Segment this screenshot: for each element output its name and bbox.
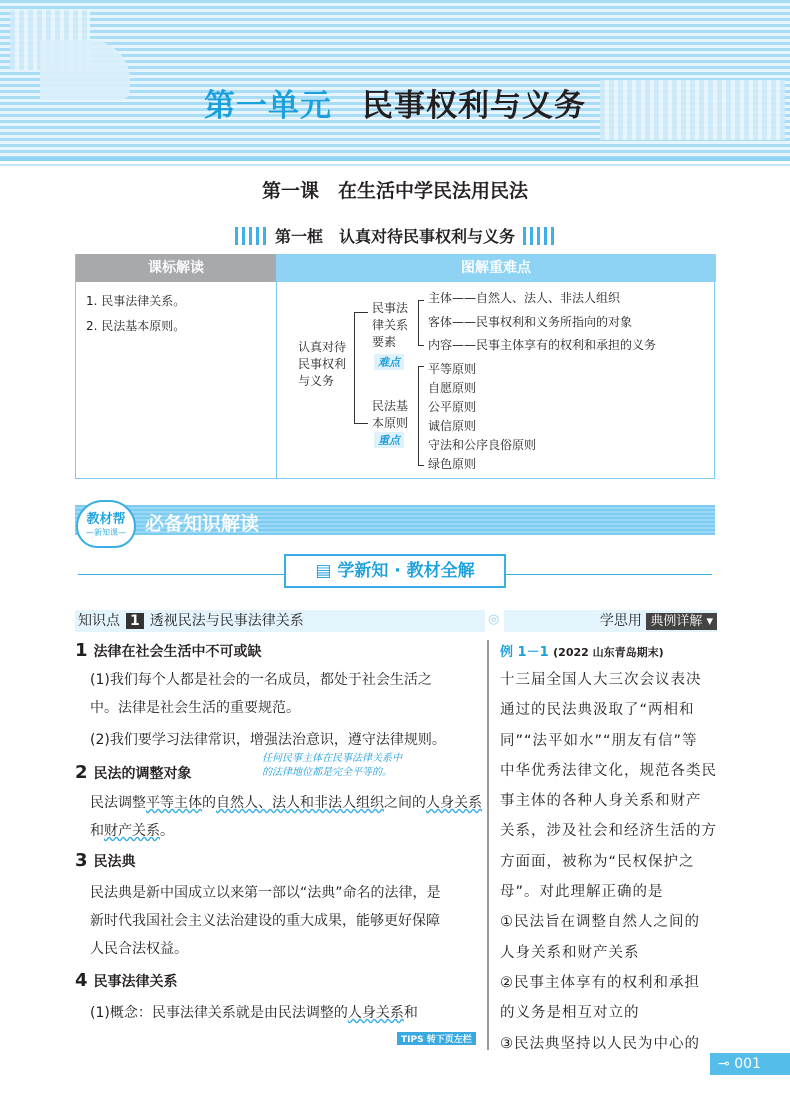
knowledge-point-header bbox=[75, 610, 485, 632]
paragraph: 民法典是新中国成立以来第一部以“法典”命名的法律，是 bbox=[90, 885, 441, 901]
plug-icon: ⊸ bbox=[718, 1056, 735, 1072]
example-line: ①民法旨在调整自然人之间的 bbox=[500, 914, 700, 931]
paragraph bbox=[90, 999, 418, 1027]
text: 之间的 bbox=[384, 795, 426, 811]
text: 和 bbox=[90, 823, 104, 839]
practice-header bbox=[504, 610, 717, 632]
divider bbox=[0, 157, 790, 161]
lesson-title: 第一课 在生活中学民法用民法 bbox=[261, 180, 528, 202]
element-desc: 民事主体享有的权利和承担的义务 bbox=[476, 338, 657, 352]
text: (1)概念：民事法律关系就是由民法调整的 bbox=[90, 1005, 348, 1021]
subsection-title bbox=[284, 554, 506, 588]
example-line: 通过的民法典汲取了“两相和 bbox=[500, 702, 695, 719]
branch-label: 民事法律关系要素 bbox=[372, 301, 409, 349]
paragraph: (1)我们每个人都是社会的一名成员，都处于社会生活之 bbox=[90, 672, 432, 688]
element-row: 客体——民事权利和义务所指向的对象 bbox=[428, 315, 633, 329]
example-line: ②民事主体享有的权利和承担 bbox=[500, 974, 700, 991]
heading-text: 民法的调整对象 bbox=[93, 766, 192, 782]
highlight: 人 bbox=[426, 795, 440, 811]
frame-title bbox=[0, 224, 790, 247]
branch-label: 民法基本原则 bbox=[372, 399, 409, 430]
kp-title: 透视民法与民事法律关系 bbox=[149, 613, 304, 629]
paragraph: (2)我们要学习法律常识，增强法治意识，遵守法律规则。 bbox=[90, 732, 446, 748]
paragraph: 新时代我国社会主义法治建设的重大成果，能够更好保障 bbox=[90, 913, 440, 929]
example-number: 例 1－1 bbox=[500, 645, 549, 660]
principle: 公平原则 bbox=[428, 400, 477, 414]
example-source: (2022 山东青岛期末) bbox=[553, 646, 664, 659]
kp-number: 1 bbox=[126, 613, 144, 629]
example-header bbox=[500, 641, 664, 660]
notepad-icon: ▤ bbox=[315, 561, 338, 581]
table-header-right: 图解重难点 bbox=[276, 254, 716, 282]
heading-text: 法律在社会生活中不可或缺 bbox=[93, 644, 262, 660]
highlight: 人身关系 bbox=[347, 1005, 404, 1021]
heading-4 bbox=[75, 970, 178, 991]
highlight: 自然人、法人和非法人组织 bbox=[216, 795, 384, 811]
example-line: 方面面，被称为“民权保护之 bbox=[500, 853, 695, 870]
example-body bbox=[500, 665, 725, 1059]
text: 的 bbox=[202, 795, 216, 811]
heading-number: 2 bbox=[75, 762, 88, 783]
element-desc: 自然人、法人、非法人组织 bbox=[476, 291, 621, 305]
page-number bbox=[710, 1053, 790, 1075]
page-number-text: 001 bbox=[734, 1056, 761, 1072]
practice-label: 学思用 bbox=[599, 613, 642, 629]
heading-text: 民法典 bbox=[93, 854, 136, 870]
heading-text: 民事法律关系 bbox=[93, 974, 178, 990]
principle: 自愿原则 bbox=[428, 381, 477, 395]
kp-label: 知识点 bbox=[78, 613, 120, 629]
element-name: 客体 bbox=[428, 315, 453, 329]
paragraph: 人民合法权益。 bbox=[90, 941, 188, 957]
paragraph: 中。法律是社会生活的重要规范。 bbox=[90, 700, 300, 716]
subsection-text: 学新知 · 教材全解 bbox=[337, 561, 475, 581]
table-header-left: 课标解读 bbox=[76, 254, 276, 282]
example-line: 中华优秀法律文化，规范各类民 bbox=[500, 762, 717, 779]
heading-number: 1 bbox=[75, 640, 88, 661]
example-line: 事主体的各种人身关系和财产 bbox=[500, 793, 702, 810]
example-line: 关系，涉及社会和经济生活的方 bbox=[500, 823, 717, 840]
badge-subtext: —新知课— bbox=[86, 528, 126, 537]
bracket bbox=[418, 300, 424, 346]
bracket bbox=[418, 366, 424, 466]
example-line: ③民法典坚持以人民为中心的 bbox=[500, 1035, 700, 1052]
example-line: 母”。对此理解正确的是 bbox=[500, 884, 664, 901]
unit-name: 民事权利与义务 bbox=[362, 88, 586, 124]
principle: 诚信原则 bbox=[428, 419, 477, 433]
divider bbox=[276, 282, 277, 479]
badge-text: 教材帮 bbox=[86, 512, 126, 527]
heading-3 bbox=[75, 850, 136, 871]
principle: 平等原则 bbox=[428, 362, 477, 376]
element-row: 内容——民事主体享有的权利和承担的义务 bbox=[428, 338, 657, 352]
heading-1 bbox=[75, 640, 262, 661]
principle: 绿色原则 bbox=[428, 457, 477, 471]
example-line: 同”“法平如水”“朋友有信”等 bbox=[500, 732, 698, 749]
heading-number: 4 bbox=[75, 970, 88, 991]
element-row: 主体——自然人、法人、非法人组织 bbox=[428, 291, 621, 305]
note-line: 任何民事主体在民事法律关系中 bbox=[262, 753, 402, 764]
note-line: 的法律地位都是完全平等的。 bbox=[262, 767, 392, 778]
text: 民法调整 bbox=[90, 795, 146, 811]
example-line: 的义务是相互对立的 bbox=[500, 1005, 640, 1022]
text: 。 bbox=[160, 823, 174, 839]
divider bbox=[0, 164, 790, 166]
example-line: 人身关系和财产关系 bbox=[500, 944, 640, 961]
standard-item: 2. 民法基本原则。 bbox=[86, 319, 186, 333]
unit-label: 第一单元 bbox=[204, 88, 332, 124]
highlight: 平等主体 bbox=[146, 795, 202, 811]
key-tag: 重点 bbox=[374, 432, 404, 448]
element-name: 主体 bbox=[428, 291, 453, 305]
section-badge bbox=[76, 500, 136, 548]
handwritten-note bbox=[262, 752, 402, 780]
example-line: 十三届全国人大三次会议表决 bbox=[500, 672, 702, 688]
unit-title bbox=[0, 80, 790, 125]
element-desc: 民事权利和义务所指向的对象 bbox=[476, 315, 633, 329]
example-tag[interactable]: 典例详解 ▾ bbox=[646, 613, 717, 630]
stripe-decoration bbox=[523, 227, 555, 245]
overview-table bbox=[75, 254, 715, 479]
highlight: 身关系 bbox=[440, 795, 482, 811]
tips-tag: TIPS 转下页左栏 bbox=[397, 1032, 476, 1045]
standard-item: 1. 民事法律关系。 bbox=[86, 294, 186, 308]
difficulty-tag: 难点 bbox=[374, 354, 404, 370]
text: 和 bbox=[403, 1005, 418, 1021]
diagram-root: 认真对待民事权利与义务 bbox=[298, 340, 347, 388]
heading-2 bbox=[75, 762, 192, 783]
heading-number: 3 bbox=[75, 850, 88, 871]
section-title: 必备知识解读 bbox=[145, 513, 260, 535]
frame-text: 第一框 认真对待民事权利与义务 bbox=[274, 227, 515, 246]
element-name: 内容 bbox=[428, 338, 453, 352]
bracket bbox=[354, 312, 368, 424]
highlight: 财产关系 bbox=[104, 823, 160, 839]
column-divider bbox=[487, 640, 489, 1050]
bulb-icon: ◎ bbox=[488, 612, 500, 627]
stripe-decoration bbox=[235, 227, 267, 245]
principle: 守法和公序良俗原则 bbox=[428, 438, 537, 452]
paragraph bbox=[90, 789, 485, 845]
